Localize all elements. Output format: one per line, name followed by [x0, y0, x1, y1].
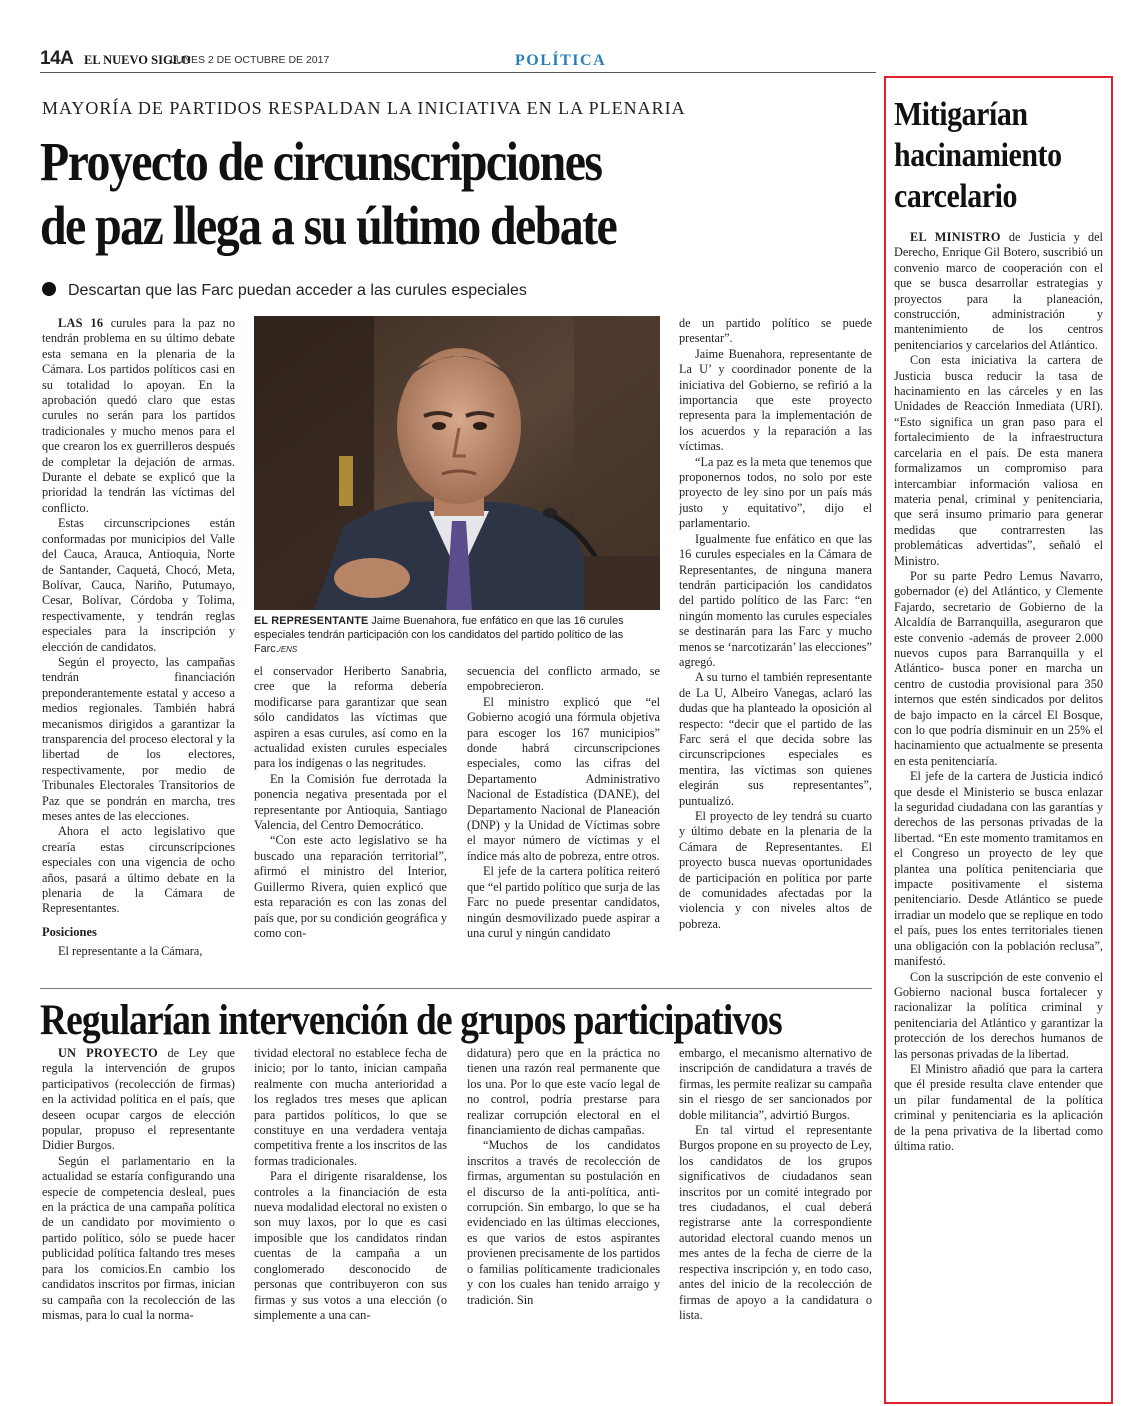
main-column-1 — [42, 316, 235, 980]
paragraph: El jefe de la cartera de Justicia indicó que desde el Ministerio se busca enlazar la seguridad ciudadana con las garantías y derechos de las personas privadas de la libertad. “En este momento tramitamos en el Congreso un proyecto de ley que plantea una política penitenciaria que impacte positivamente el sistema penitenciario. Desde Atlántico se puede irradiar un modelo que se replique en todo el país, pues los entes territoriales tienen una obligación con la población reclusa”, manifestó. — [894, 769, 1103, 969]
lead-in: LAS 16 — [58, 316, 104, 330]
paragraph: “Con este acto legislativo se ha buscado una reparación territorial”, afirmó el ministro del Interior, Guillermo Rivera, quien explicó que esta reparación es con las zonas del país que, por su condición geográfica y como con- — [254, 833, 447, 940]
paragraph: En la Comisión fue derrotada la ponencia negativa presentada por el representante por Antioquia, Santiago Valencia, del Centro Democrático. — [254, 771, 447, 833]
second-headline: Regularían intervención de grupos participativos — [40, 997, 782, 1044]
caption-lead: EL REPRESENTANTE — [254, 615, 369, 627]
sidebar-title-line-3: carcelario — [894, 178, 1017, 215]
headline-line-2: de paz llega a su último debate — [40, 195, 617, 256]
paragraph: El proyecto de ley tendrá su cuarto y último debate en la plenaria de la Cámara de Representantes. El proyecto busca nuevas oportunidades de participación en política por parte de comunidades afectadas por la violencia y con niveles altos de pobreza. — [679, 809, 872, 931]
news-photo — [254, 316, 660, 610]
paragraph: El Ministro añadió que para la cartera que él preside resulta clave entender que un pilar fundamental de la política criminal y penitenciaria es la aplicación de la pena privativa de la libertad como última ratio. — [894, 1061, 1103, 1153]
paragraph: Con la suscripción de este convenio el Gobierno nacional busca fortalecer y racionalizar la política criminal y penitenciaria del Atlántico y garantizar la protección de los derechos humanos de las personas privadas de la libertad. — [894, 969, 1103, 1061]
second-column-1 — [42, 1046, 235, 1366]
header-rule — [40, 72, 876, 73]
sidebar-title-line-2: hacinamiento — [894, 137, 1062, 174]
photo-caption — [254, 614, 660, 657]
page-number: 14A — [40, 48, 74, 69]
newspaper-brand: EL NUEVO SIGLO — [84, 53, 191, 67]
photo-credit: /ENS — [278, 645, 298, 654]
main-column-2 — [254, 664, 447, 980]
paragraph: Según el proyecto, las campañas tendrán financiación preponderantemente estatal y acceso a medios regionales. También habrá mecanismos dirigidos a garantizar la transparencia del proceso electoral y la libertad de los electores, respectivamente, por medio de Tribunales Electorales Transitorios de Paz que se pondrán en marcha, tres meses antes de las elecciones. — [42, 654, 235, 823]
sidebar-title-line-1: Mitigarían — [894, 96, 1028, 133]
main-deck — [42, 282, 872, 300]
main-column-3 — [467, 664, 660, 980]
paragraph: Jaime Buenahora, representante de La U’ y coordinador ponente de la iniciativa del Gobierno, se refirió a la importancia que este proyecto representa para la implementación de los acuerdos y la reparación a las víctimas. — [679, 346, 872, 454]
headline-line-1: Proyecto de circunscripciones — [40, 131, 602, 192]
photo-illustration — [254, 316, 660, 610]
paragraph: Por su parte Pedro Lemus Navarro, gobernador (e) del Atlántico, y Clemente Fajardo, secretario de Gobierno de la Alcaldía de Barranquilla, aseguraron que este convenio -además de proveer 2.000 nuevos cupos para Barranquilla y el Atlántico- busca poner en marcha un centro de custodia provisional para 350 internos que estén sindicados por delitos de bajo impacto en la cárcel El Bosque, con lo que podría disminuir en un 25% el hacinamiento que actualmente se presenta en esta penitenciaría. — [894, 568, 1103, 768]
second-column-3 — [467, 1046, 660, 1366]
paragraph: Igualmente fue enfático en que las 16 curules especiales en la Cámara de Representantes, de ninguna manera tendrán participación los candidatos del partido político de las Farc: “en ningún momento las curules especiales se destinarán para las Farc y mucho menos se ‘narcotizarán’ las elecciones” agregó. — [679, 531, 872, 669]
sidebar-body — [894, 230, 1103, 1355]
lead-in: UN PROYECTO — [58, 1046, 159, 1060]
page-header — [40, 48, 1110, 74]
second-column-4 — [679, 1046, 872, 1366]
paragraph: En tal virtud el representante Burgos propone en su proyecto de Ley, los candidatos de los grupos significativos de ciudadanos sean inscritos por un comité integrado por tres ciudadanos, el cual deberá registrarse ante la correspondiente autoridad electoral cuando menos un mes antes de la fecha de cierre de la respectiva inscripción y, en todo caso, antes del inicio de la recolección de firmas de apoyo a la candidatura o lista. — [679, 1123, 872, 1322]
paragraph-text: curules para la paz no tendrán problema en su último debate esta semana en la plenaria de la Cámara. Los partidos políticos casi en su totalidad lo apoyan. En la aprobación quedó claro que estas curules no serán para los partidos tradicionales y mucho menos para el que crearon los ex guerrilleros después de completar la dejación de armas. Durante el debate se explicó que la prioridad la tendrán las víctimas del conflicto. — [42, 316, 235, 515]
lead-in: EL MINISTRO — [910, 230, 1001, 244]
paragraph: Para el dirigente risaraldense, los controles a la financiación de esta nueva modalidad electoral no existen o son muy laxos, por lo que es casi imposible que los candidatos rindan cuentas de la campaña a un conglomerado desconocido de personas que contribuyeron con sus firmas y sus votos a una elección (o simplemente a una can- — [254, 1169, 447, 1322]
subhead: Posiciones — [42, 924, 97, 939]
paragraph — [42, 1046, 235, 1154]
main-kicker: MAYORÍA DE PARTIDOS RESPALDAN LA INICIATIVA EN LA PLENARIA — [42, 98, 686, 118]
paragraph — [42, 316, 235, 516]
caption-text: Jaime Buenahora, fue enfático en que las 16 curules especiales tendrán participación con los candidatos del partido político de las Farc. — [254, 615, 624, 655]
paragraph: el conservador Heriberto Sanabria, cree que la reforma debería modificarse para garantizar que sean sólo candidatos las víctimas que aspiren a esas curules, así como en la actualidad existen curules especiales para los indígenas o las negritudes. — [254, 664, 447, 771]
paragraph: Con esta iniciativa la cartera de Justicia busca reducir la tasa de hacinamiento en las cárceles y en las Unidades de Reacción Inmediata (URI). “Esto significa un gran paso para el fortalecimiento de la infraestructura carcelaria en el país. De esta manera formalizamos un compromiso para intercambiar información valiosa en materia penal, criminal y penitenciaria, que será insumo primario para generar medidas que contrarresten las problemáticas advertidas”, señaló el Ministro. — [894, 353, 1103, 568]
paragraph: secuencia del conflicto armado, se empobrecieron. — [467, 664, 660, 694]
paragraph — [894, 230, 1103, 353]
sidebar-headline — [894, 94, 1079, 217]
paragraph-text: de Justicia y del Derecho, Enrique Gil Botero, suscribió un convenio marco de cooperación con el que se busca desarrollar estrategias y proyectos para la planeación, construcción, administración y mantenimiento de los centros penitenciarios y carcelarios del Atlántico. — [894, 230, 1103, 352]
deck-text: Descartan que las Farc puedan acceder a las curules especiales — [68, 282, 527, 299]
paragraph: El representante a la Cámara, — [58, 944, 203, 959]
paragraph: “La paz es la meta que tenemos que proponernos todos, no solo por este proyecto de ley sino por un país más justo y equitativo”, dijo el parlamentario. — [679, 454, 872, 531]
paragraph: El ministro explicó que “el Gobierno acogió una fórmula objetiva para escoger los 167 municipios” donde habrá circunscripciones especiales, como las cifras del Departamento Administrativo Nacional de Estadística (DANE), del Departamento Nacional de Planeación (DNP) y la Unidad de Víctimas sobre el mayor número de víctimas y el índice más alto de pobreza, entre otros. — [467, 694, 660, 863]
second-column-2 — [254, 1046, 447, 1366]
paragraph: embargo, el mecanismo alternativo de inscripción de candidatura a través de firmas, les permite realizar su campaña sin el riesgo de ser sancionados por doble militancia”, advirtió Burgos. — [679, 1046, 872, 1122]
paragraph: El jefe de la cartera política reiteró que “el partido político que surja de las Farc no puede presentar candidatos, ningún desmovilizado puede aspirar a una curul y ningún candidato — [467, 864, 660, 940]
paragraph: Ahora el acto legislativo que crearía estas circunscripciones especiales con una vigencia de ocho años, pasará a último debate en la plenaria de la Cámara de Representantes. — [42, 824, 235, 916]
paragraph: Estas circunscripciones están conformadas por municipios del Valle del Cauca, Arauca, Antioquia, Norte de Santander, Caquetá, Chocó, Meta, Bolívar, Cauca, Nariño, Putumayo, Cesar, Bolívar, Córdoba y Tolima, respectivamente, y tendrán reglas especiales para la inscripción y elección de candidatos. — [42, 516, 235, 654]
paragraph: A su turno el también representante de La U, Albeiro Vanegas, aclaró las dudas que ha planteado la oposición al respecto: “decir que el partido de las Farc será el que decida sobre las circunscripciones especiales es mentira, las víctimas son quienes elegirán sus representantes”, puntualizó. — [679, 670, 872, 808]
main-headline — [40, 130, 762, 258]
paragraph: Según el parlamentario en la actualidad se estaría configurando una especie de competencia desleal, pues en la práctica de una campaña política de un candidato por movimiento o partido político, sólo se puede hacer publicidad política faltando tres meses para los comicios.En cambio los candidatos inscritos por firmas, inician su campaña con la recolección de las mismas, para lo cual la norma- — [42, 1153, 235, 1322]
paragraph: “Muchos de los candidatos inscritos a través de recolección de firmas, argumentan su postulación en el discurso de la anti-política, anti-corrupción. Sin embargo, lo que se ha evidenciado en las últimas elecciones, es que varios de estos aspirantes provienen precisamente de los partidos o familias políticamente tradicionales y con los cuales han tenido arraigo y tradición. Sin — [467, 1138, 660, 1307]
bullet-icon — [42, 282, 56, 296]
paragraph: de un partido político se puede presentar”. — [679, 316, 872, 346]
paragraph-text: de Ley que regula la intervención de grupos participativos (recolección de firmas) en la actividad política en el país, que deseen ocupar cargos de elección popular, propuso el representante Didier Burgos. — [42, 1046, 235, 1153]
paragraph: didatura) pero que en la práctica no tienen una razón real permanente que los una. Por lo que este vacío legal de no control, podría prestarse para realizar corrupción electoral en el financiamiento de dichas campañas. — [467, 1046, 660, 1138]
issue-date: LUNES 2 DE OCTUBRE DE 2017 — [170, 54, 330, 66]
main-column-4 — [679, 316, 872, 980]
section-name: POLÍTICA — [515, 52, 607, 69]
story-divider — [40, 988, 872, 989]
paragraph: tividad electoral no establece fecha de inicio; por lo tanto, inician campaña realmente con mucha anterioridad a los reglados tres meses que aplican para partidos políticos, lo que se constituye en una verdadera ventaja competitiva frente a los inscritos de las formas tradicionales. — [254, 1046, 447, 1168]
